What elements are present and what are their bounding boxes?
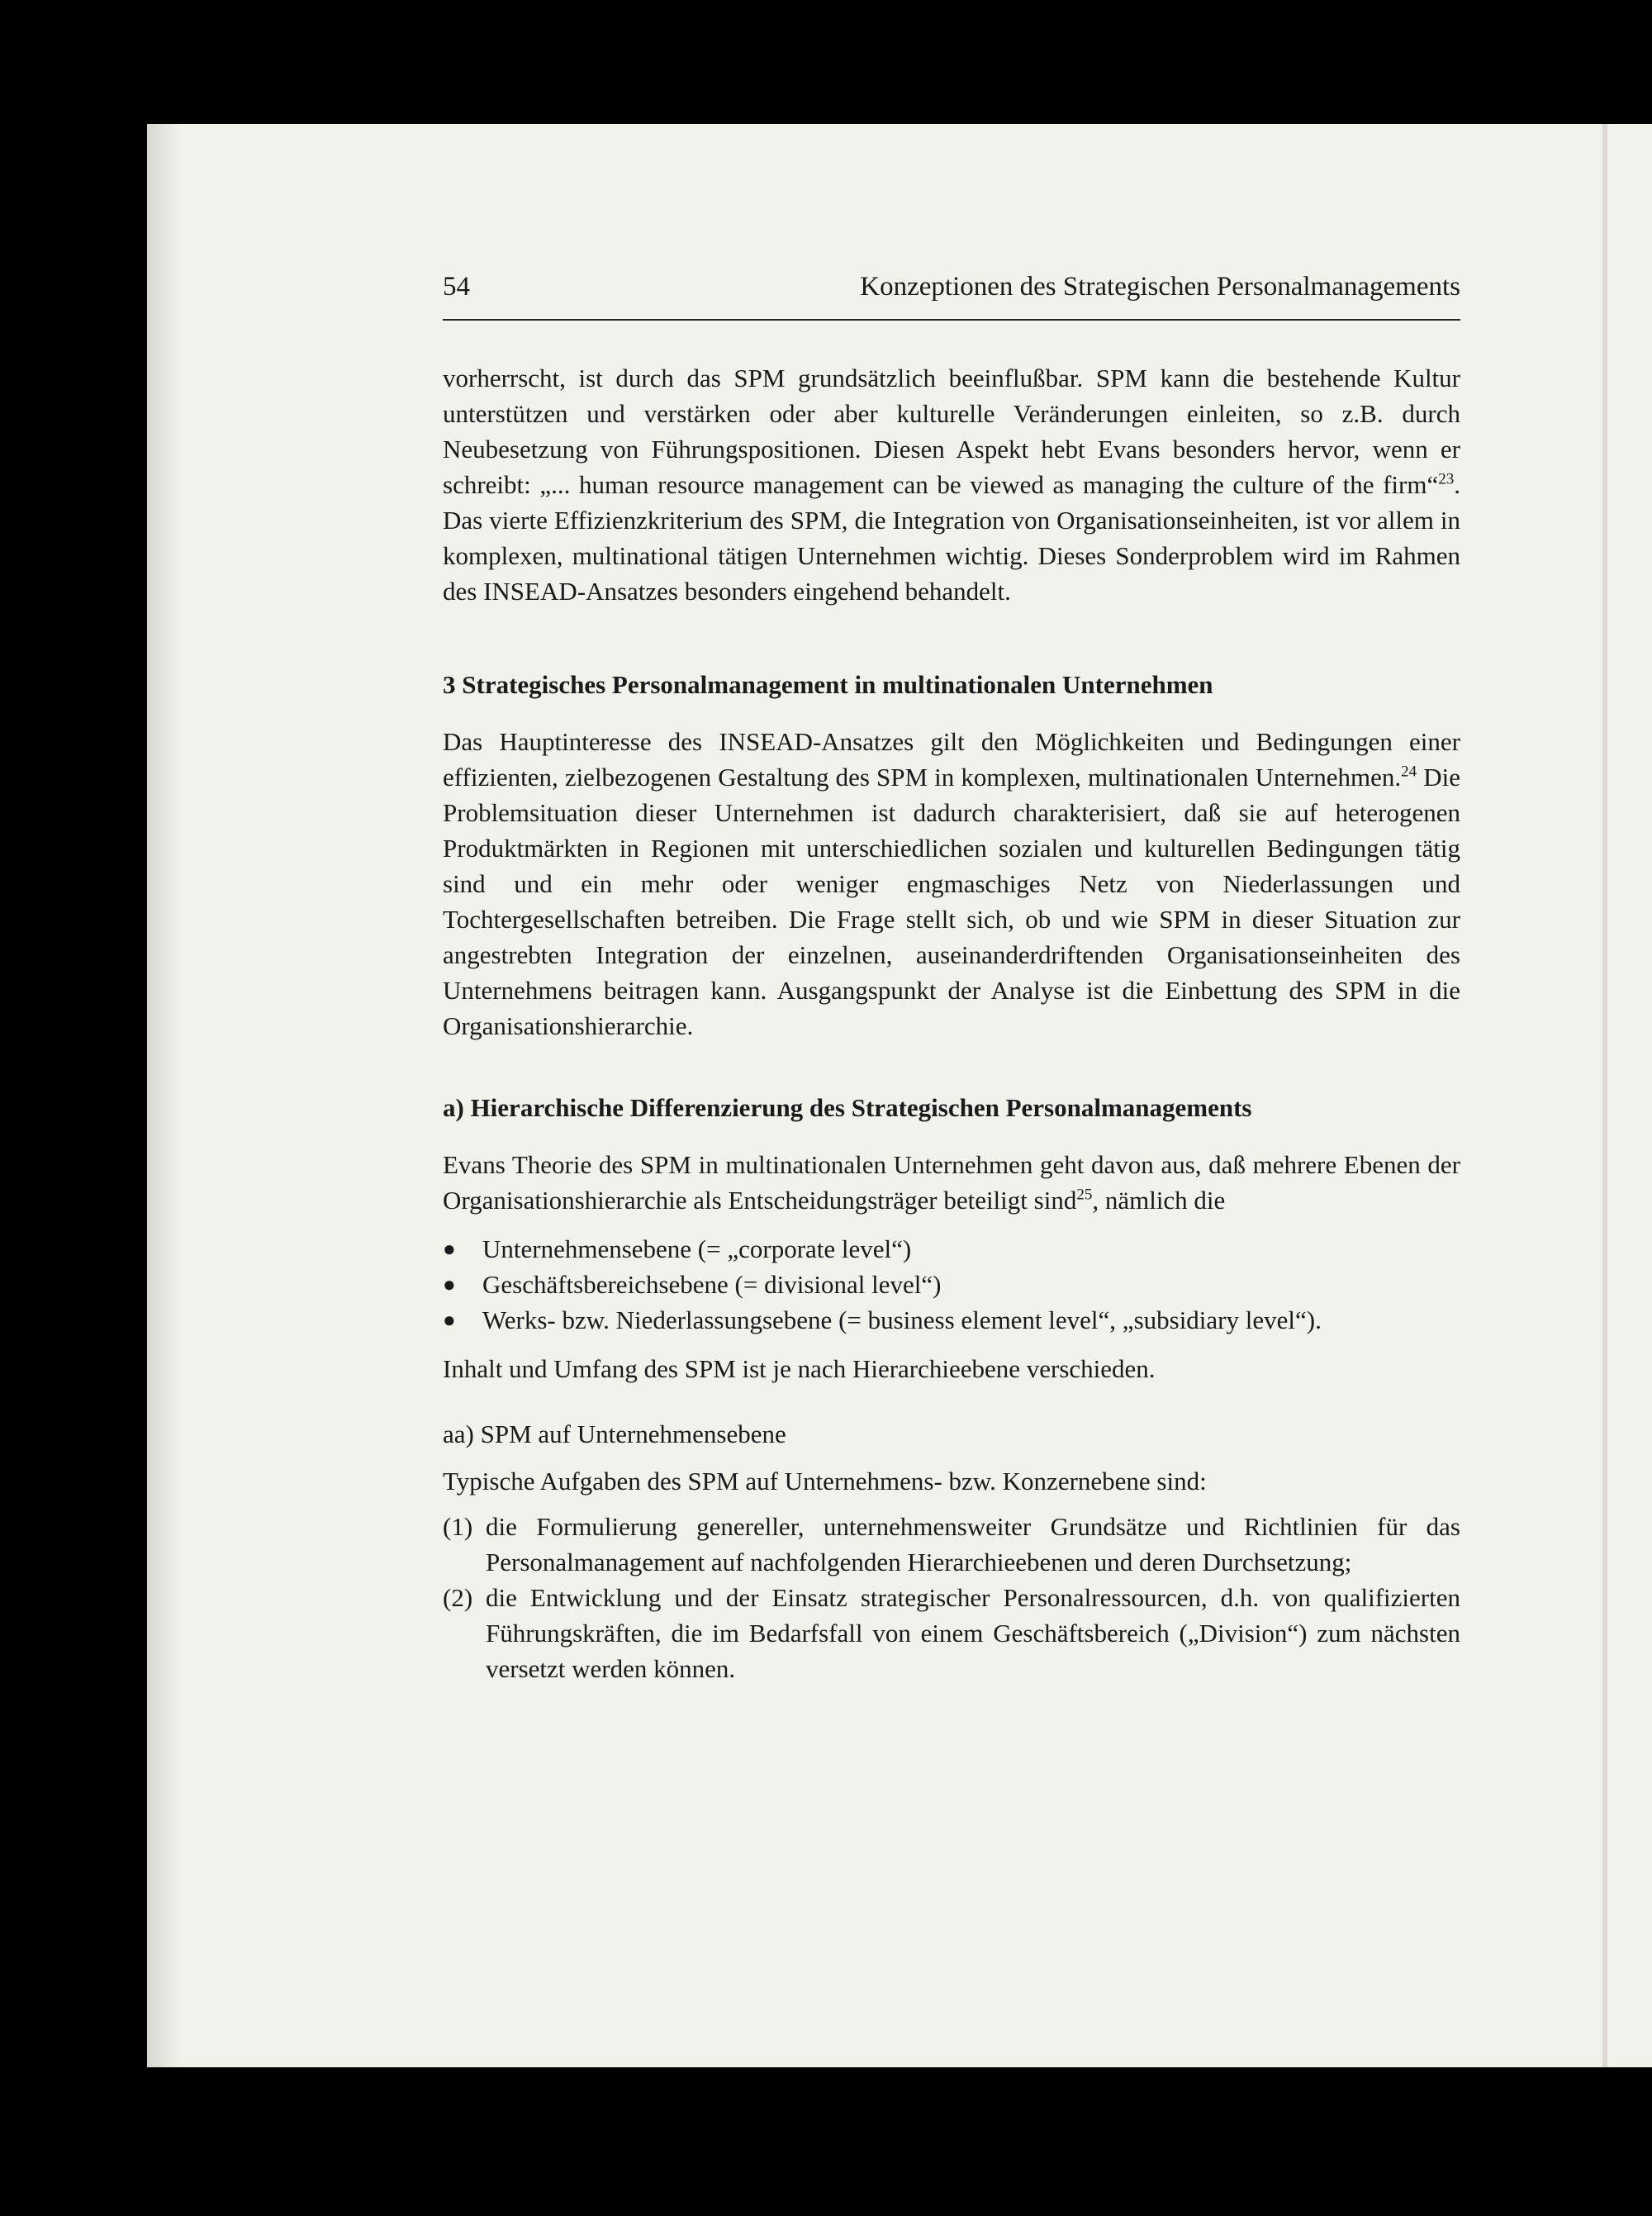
- page-gutter-shadow: [147, 124, 180, 2067]
- list-item: [443, 1267, 1460, 1302]
- list-item-text: Geschäftsbereichsebene (= divisional level“): [482, 1270, 942, 1299]
- running-header: [443, 269, 1460, 321]
- section-a-paragraph: [443, 1147, 1460, 1218]
- intro-paragraph: [443, 360, 1460, 609]
- section-aa-heading: aa) SPM auf Unternehmensebene: [443, 1419, 786, 1448]
- list-item-text: die Formulierung genereller, unternehmensweiter Grundsätze und Richtlinien für das Personalmanagement auf nachfolgenden Hierarchieebenen und deren Durchsetzung;: [486, 1512, 1460, 1576]
- section-aa-intro: Typische Aufgaben des SPM auf Unternehmens- bzw. Konzernebene sind:: [443, 1467, 1207, 1496]
- section-3-heading: 3 Strategisches Personalmanagement in multinationalen Unternehmen: [443, 670, 1213, 699]
- intro-text-1: vorherrscht, ist durch das SPM grundsätzlich beeinflußbar. SPM kann die bestehende Kultur unterstützen und verstärken oder aber kulturelle Veränderungen einleiten, so z.B. durch Neubesetzung von Führungspositionen. Diesen Aspekt hebt Evans besonders hervor, wenn er schreibt: „... human resource management can be viewed as managing the culture of the firm“: [443, 364, 1460, 499]
- section-a-heading: a) Hierarchische Differenzierung des Strategischen Personalmanagements: [443, 1093, 1252, 1122]
- section-a-text-2: , nämlich die: [1092, 1186, 1226, 1215]
- after-list-paragraph: Inhalt und Umfang des SPM ist je nach Hierarchieebene verschieden.: [443, 1354, 1156, 1383]
- footnote-ref-23: 23: [1438, 470, 1455, 488]
- section-3-text-1: Das Hauptinteresse des INSEAD-Ansatzes gilt den Möglichkeiten und Bedingungen einer effizienten, zielbezogenen Gestaltung des SPM in komplexen, multinationalen Unternehmen.: [443, 727, 1460, 792]
- page-number: 54: [443, 272, 470, 302]
- list-item: [443, 1580, 1460, 1686]
- footnote-ref-24: 24: [1401, 763, 1417, 781]
- bullet-icon: ●: [443, 1272, 456, 1296]
- section-3-text-2: Die Problemsituation dieser Unternehmen ist dadurch charakterisiert, daß sie auf heterogenen Produktmärkten in Regionen mit unterschiedlichen sozialen und kulturellen Bedingungen tätig sind und ein mehr oder weniger engmaschiges Netz von Niederlassungen und Tochtergesellschaften betreiben. Die Frage stellt sich, ob und wie SPM in dieser Situation zur angestrebten Integration der einzelnen, auseinanderdriftenden Organisationseinheiten des Unternehmens beitragen kann. Ausgangspunkt der Analyse ist die Einbettung des SPM in die Organisationshierarchie.: [443, 763, 1461, 1040]
- section-a-text-1: Evans Theorie des SPM in multinationalen Unternehmen geht davon aus, daß mehrere Ebenen der Organisationshierarchie als Entscheidungsträger beteiligt sind: [443, 1150, 1460, 1215]
- section-3-paragraph: [443, 724, 1460, 1044]
- task-list: [443, 1509, 1460, 1686]
- list-item-text: Werks- bzw. Niederlassungsebene (= business element level“, „subsidiary level“).: [482, 1305, 1322, 1334]
- list-item-number: (1): [443, 1512, 473, 1541]
- bullet-icon: ●: [443, 1308, 456, 1332]
- bullet-icon: ●: [443, 1237, 456, 1261]
- page-right-edge: [1602, 124, 1607, 2067]
- intro-text-2: . Das vierte Effizienzkriterium des SPM, die Integration von Organisationseinheiten, ist vor allem in komplexen, multinational tätigen Unternehmen wichtig. Dieses Sonderproblem wird im Rahmen des INSEAD-Ansatzes besonders eingehend behandelt.: [443, 470, 1460, 606]
- footnote-ref-25: 25: [1076, 1186, 1093, 1204]
- list-item: [443, 1231, 1460, 1267]
- list-item-text: die Entwicklung und der Einsatz strategischer Personalressourcen, d.h. von qualifizierten Führungskräften, die im Bedarfsfall von einem Geschäftsbereich („Division“) zum nächsten versetzt werden können.: [486, 1583, 1460, 1683]
- list-item-text: Unternehmensebene (= „corporate level“): [482, 1234, 912, 1263]
- running-title: Konzeptionen des Strategischen Personalmanagements: [860, 272, 1460, 302]
- page-content: [443, 269, 1460, 1686]
- list-item-number: (2): [443, 1583, 473, 1612]
- list-item: [443, 1509, 1460, 1580]
- list-item: [443, 1302, 1460, 1338]
- hierarchy-level-list: [443, 1231, 1460, 1338]
